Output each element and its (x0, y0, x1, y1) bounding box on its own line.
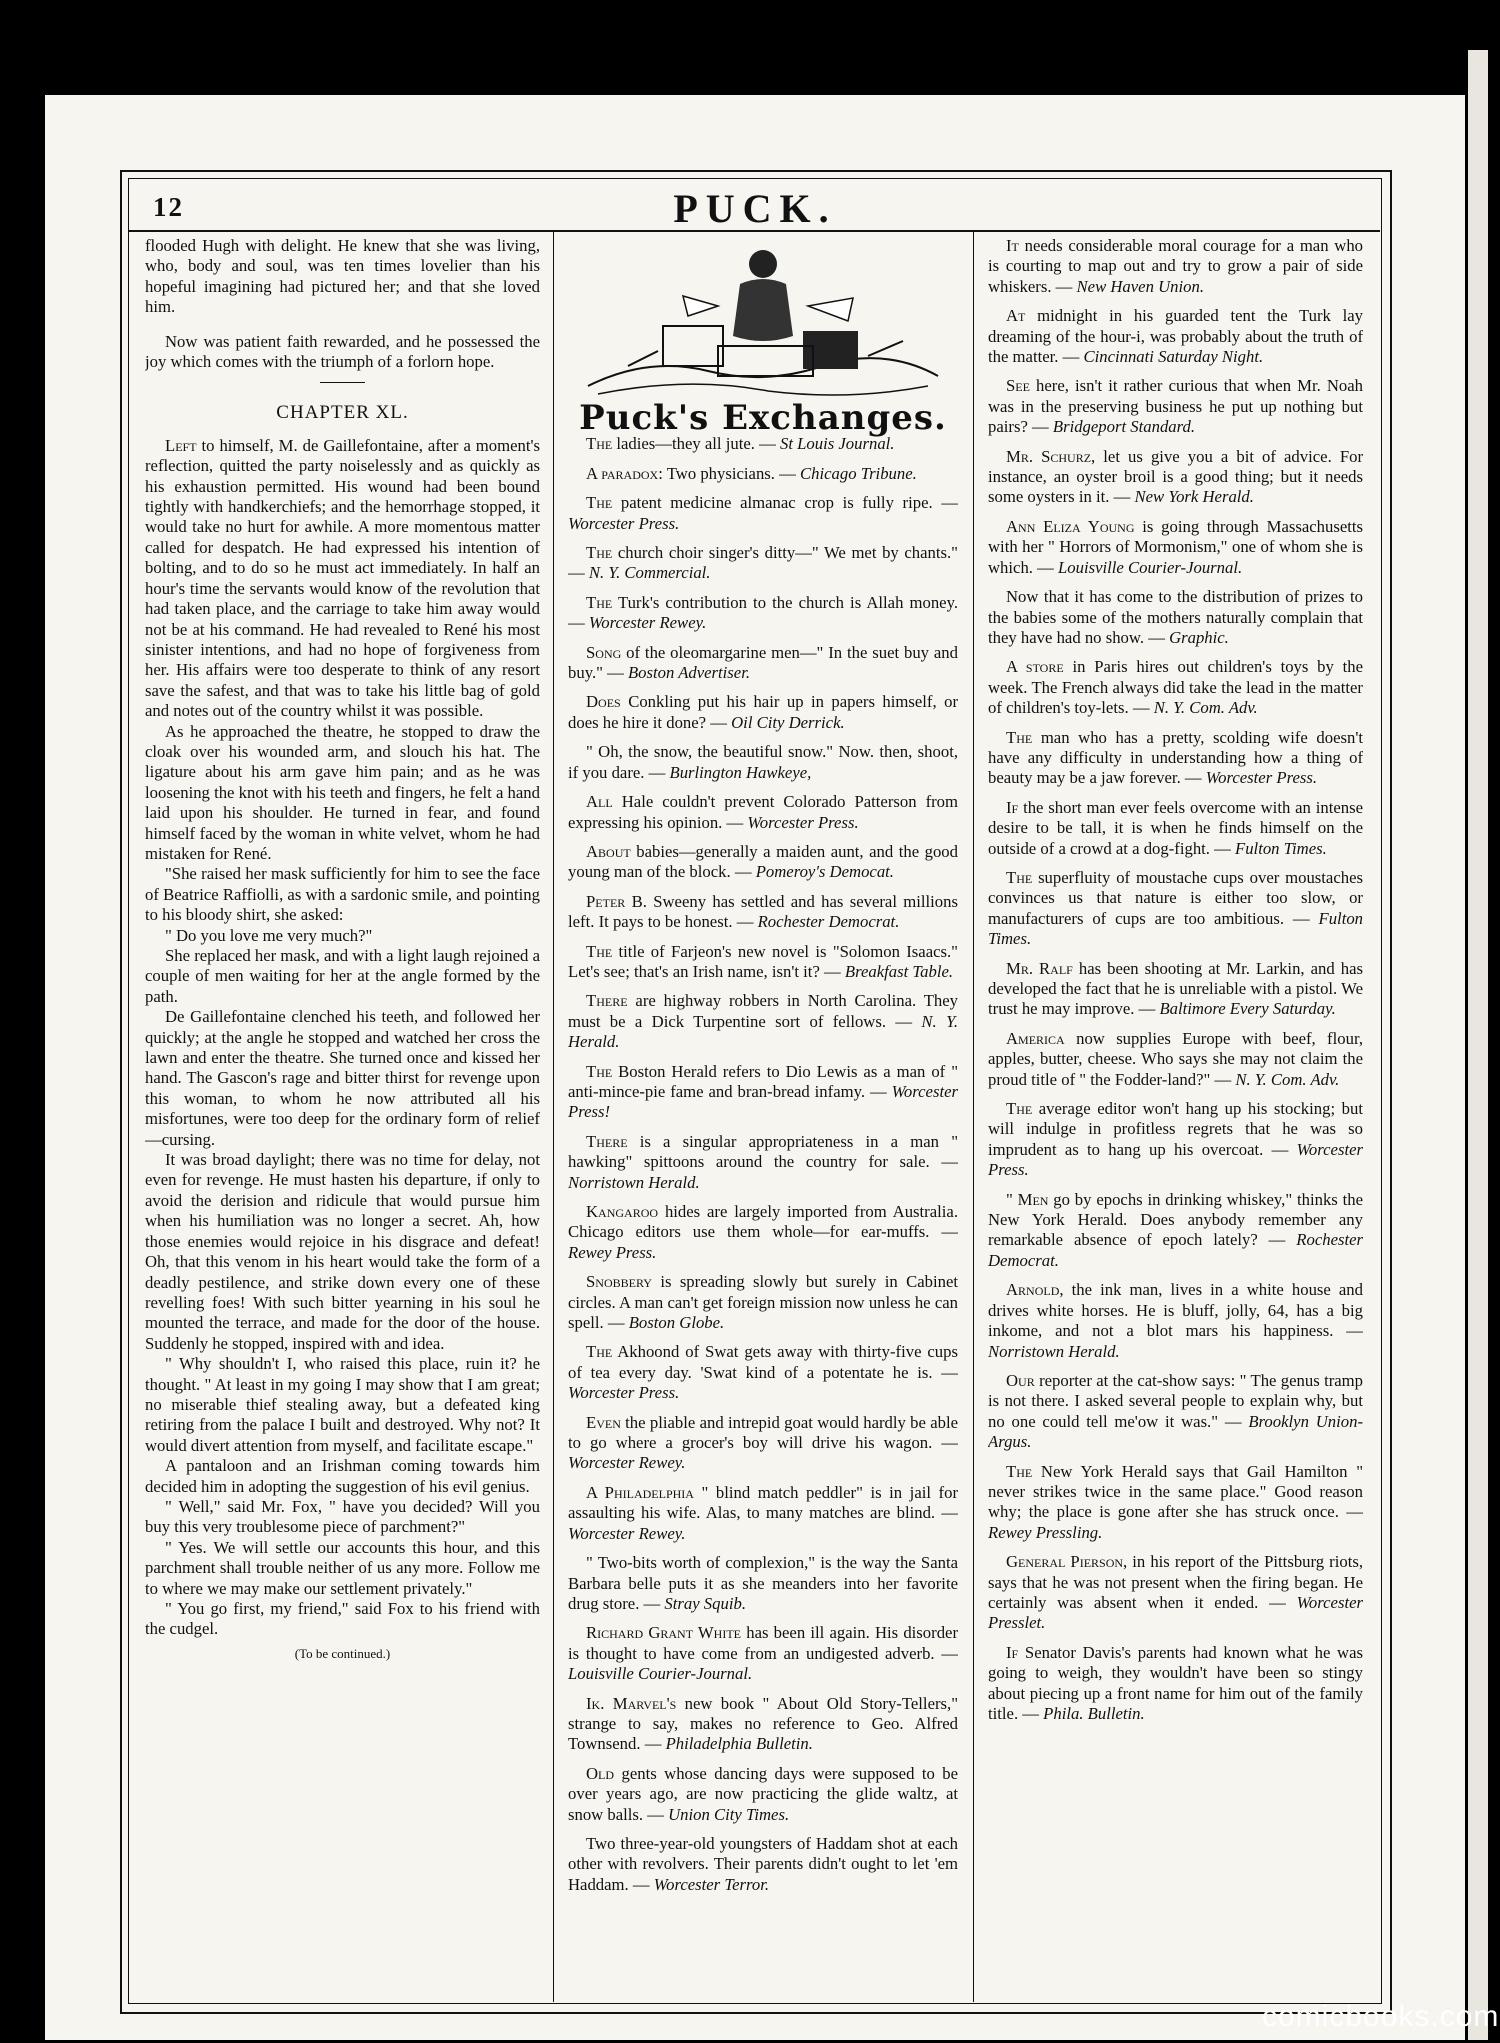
item-source: Louisville Courier-Journal. (1058, 557, 1243, 577)
exchange-item: General Pierson, in his report of the Pittsburg riots, says that he was not present when the firing began. He certainly was absent when it ended. — Worcester Presslet. (988, 1552, 1363, 1633)
item-lead-words: It (1006, 236, 1019, 255)
item-text: new book " About Old Story-Tellers," strange to say, makes no reference to Geo. Alfred Townsend. (568, 1693, 958, 1754)
item-lead-words: About (586, 841, 631, 861)
page (45, 95, 1465, 2040)
item-text: is going through Massachusetts with her " Horrors of Mormonism," one of whom she is which. (988, 516, 1363, 577)
item-source: Norristown Herald. (988, 1341, 1120, 1361)
exchange-item: America now supplies Europe with beef, flour, apples, butter, cheese. Who says she may not claim the proud title of " the Fodder-land?" — N. Y. Com. Adv. (988, 1028, 1363, 1089)
item-source: Fulton Times. (1235, 838, 1327, 858)
item-lead-words: All (586, 792, 613, 812)
exchange-item: " Oh, the snow, the beautiful snow." Now. then, shoot, if you dare. — Burlington Hawkeye, (568, 742, 958, 782)
story-paragraph (145, 864, 540, 925)
item-lead-words: Old (586, 1763, 615, 1783)
exchange-item: A Philadelphia " blind match peddler" is in jail for assaulting his wife. Alas, to many matches are blind. — Worcester Rewey. (568, 1482, 958, 1543)
item-lead-words: Richard Grant White (586, 1623, 742, 1643)
item-source: St Louis Journal. (779, 434, 895, 454)
item-text: Two three-year-old youngsters of Haddam shot at each other with revolvers. Their parents didn't ought to let 'em Haddam. (568, 1833, 958, 1894)
exchange-item: The ladies—they all jute. — St Louis Journal. (586, 434, 895, 454)
item-text: are highway robbers in North Carolina. They must be a Dick Turpentine sort of fellows. (568, 991, 958, 1031)
item-text: has been ill again. His disorder is thought to have come from an undigested adverb. (568, 1623, 958, 1663)
item-lead-words: The (586, 941, 613, 961)
item-lead-words: A Philadelphia (586, 1482, 694, 1502)
item-source: Union City Times. (668, 1804, 790, 1824)
item-source: Louisville Courier-Journal. (568, 1664, 753, 1684)
exchange-item: Snobbery is spreading slowly but surely in Cabinet circles. A man can't get foreign mission now unless he can spell. — Boston Globe. (568, 1272, 958, 1333)
item-lead-words: Ik. Marvel's (586, 1693, 677, 1713)
exchange-item: Ann Eliza Young is going through Massachusetts with her " Horrors of Mormonism," one of whom she is which. — Louisville Courier-Journal. (988, 516, 1363, 577)
story-text: De Gaillefontaine clenched his teeth, and followed her quickly; at the angle he stopped and watched her cross the lawn and enter the theatre. She turned once and kissed her hand. The Gascon's rage and bitter thirst for revenge upon this woman, to whom he now attributed all his misfortunes, were too deep for the ordinary form of relief—cursing. (145, 1007, 540, 1149)
story-text: She replaced her mask, and with a light laugh rejoined a couple of men waiting for her at the angle formed by the path. (145, 946, 540, 1006)
item-lead-words: Does (586, 692, 621, 712)
exchange-item: The average editor won't hang up his stocking; but will indulge in profitless regrets that he was so imprudent as to hang up his overcoat. — Worcester Press. (988, 1099, 1363, 1180)
exchange-item: The patent medicine almanac crop is fully ripe. — Worcester Press. (568, 493, 958, 533)
item-source: Bridgeport Standard. (1052, 417, 1196, 437)
exchange-item: The Boston Herald refers to Dio Lewis as a man of " anti-mince-pie fame and bran-bread infamy. — Worcester Press! (568, 1061, 958, 1122)
item-source: Philadelphia Bulletin. (665, 1734, 813, 1754)
item-text: midnight in his guarded tent the Turk lay dreaming of the hour-i, was probably about the truth of the matter. (988, 306, 1363, 367)
item-text: " Oh, the snow, the beautiful snow." Now. then, shoot, if you dare. (568, 742, 958, 782)
item-source: Worcester Terror. (653, 1874, 770, 1894)
story-text: " Well," said Mr. Fox, " have you decided? Will you buy this very troublesome piece of parchment?" (145, 1496, 540, 1537)
item-source: Worcester Press. (568, 513, 680, 533)
item-lead-words: The (1006, 1461, 1033, 1481)
item-lead-words: The (586, 592, 613, 612)
exchanges-list-2 (988, 236, 1363, 1724)
item-lead-words: There (586, 991, 628, 1011)
item-text: patent medicine almanac crop is fully ripe. (620, 493, 933, 513)
header-rule (128, 230, 1380, 232)
exchange-item: See here, isn't it rather curious that when Mr. Noah was in the preserving business he put up nothing but pairs? — Bridgeport Standard. (988, 376, 1363, 437)
item-source: New Haven Union. (1076, 276, 1204, 296)
story-text: " Yes. We will settle our accounts this hour, and this parchment shall trouble neither of us any more. Follow me to where we may make our settlement privately." (145, 1537, 540, 1598)
item-source: Brooklyn Union-Argus. (988, 1411, 1363, 1452)
exchange-item: Mr. Schurz, let us give you a bit of advice. For instance, an oyster broil is a good thing; but it needs some oysters in it. — New York Herald. (988, 446, 1363, 507)
item-lead-words: General Pierson, (1006, 1552, 1128, 1572)
item-source: N. Y. Commercial. (588, 563, 711, 583)
exchange-item: " Men go by epochs in drinking whiskey," thinks the New York Herald. Does anybody remember any remarkable absence of epoch lately? — Rochester Democrat. (988, 1189, 1363, 1270)
exchange-item: About babies—generally a maiden aunt, and the good young man of the block. — Pomeroy's Democat. (568, 841, 958, 882)
exchange-item: The Akhoond of Swat gets away with thirty-five cups of tea every day. 'Swat kind of a potentate he is. — Worcester Press. (568, 1342, 958, 1403)
item-source: Worcester Rewey. (568, 1523, 686, 1543)
item-lead-words: Mr. Schurz, (1006, 446, 1096, 466)
continued-note: (To be continued.) (294, 1645, 391, 1661)
exchange-item: At midnight in his guarded tent the Turk lay dreaming of the hour-i, was probably about the truth of the matter. — Cincinnati Saturday Night. (988, 306, 1363, 367)
item-source: N. Y. Com. Adv. (1153, 698, 1258, 718)
item-source: Boston Advertiser. (627, 663, 751, 683)
item-text: " Two-bits worth of complexion," is the way the Santa Barbara belle puts it as she meanders into her favorite drug store. (568, 1553, 958, 1613)
story-text: It was broad daylight; there was no time for delay, not even for revenge. He must hasten his departure, if only to avoid the derision and ridicule that would pursue him when his humiliation was no longer a secret. Ah, how those enemies would rejoice in his disgrace and defeat! Oh, that this venom in his heart would take the form of a deadly pestilence, and strike down every one of these revelling foes! With such bitter yearning in his soul he mounted the terrace, and made for the door of the house. Suddenly he stopped, inspired with and idea. (145, 1150, 540, 1353)
item-lead-words: The (1006, 727, 1033, 747)
exchange-item: Arnold, the ink man, lives in a white house and drives white horses. He is bluff, jolly, 64, has a big inkome, and not a blot mars his happiness. — Norristown Herald. (988, 1280, 1363, 1361)
item-text: average editor won't hang up his stocking; but will indulge in profitless regrets that he was so imprudent as to hang up his overcoat. (988, 1099, 1363, 1159)
item-text: Senator Davis's parents had known what he was going to weigh, they wouldn't have been so stingy about piecing up a front name for him out of the family title. (988, 1642, 1363, 1723)
chapter-heading: CHAPTER XL. (276, 402, 409, 424)
item-source: Boston Globe. (628, 1313, 725, 1333)
item-lead-words: Snobbery (586, 1272, 652, 1292)
item-text: is a singular appropriateness in a man " hawking" spittoons around the country for sale. (568, 1131, 958, 1172)
item-text: Boston Herald refers to Dio Lewis as a man of " anti-mince-pie fame and bran-bread infamy. (568, 1061, 958, 1101)
item-source: Chicago Tribune. (799, 463, 917, 483)
item-text: Conkling put his hair up in papers himself, or does he hire it done? (568, 692, 958, 732)
exchange-item: Kangaroo hides are largely imported from Australia. Chicago editors use them whole—for ear-muffs. — Rewey Press. (568, 1202, 958, 1262)
item-text: go by epochs in drinking whiskey," thinks the New York Herald. Does anybody remember any remarkable absence of epoch lately? (988, 1189, 1363, 1250)
item-text: the ink man, lives in a white house and drives white horses. He is bluff, jolly, 64, has a big inkome, and not a blot mars his happiness. (988, 1280, 1363, 1341)
item-lead-words: America (1006, 1028, 1065, 1048)
story-text: " Do you love me very much?" (165, 925, 373, 945)
masthead-title: PUCK. (673, 186, 837, 231)
exchange-item: There are highway robbers in North Carolina. They must be a Dick Turpentine sort of fellows. — N. Y. Herald. (568, 991, 958, 1052)
story-text: " Why shouldn't I, who raised this place, ruin it? he thought. " At least in my going I may show that I am great; no miserable thief stealing away, but a defeated king retiring from the palace I built and destroyed. Why not? It would divert attention from myself, and facilitate escape." (145, 1354, 540, 1455)
exchange-item: Even the pliable and intrepid goat would hardly be able to go where a grocer's boy will drive his wagon. — Worcester Rewey. (568, 1412, 958, 1473)
exchange-item: Ik. Marvel's new book " About Old Story-Tellers," strange to say, makes no reference to Geo. Alfred Townsend. — Philadelphia Bulletin. (568, 1693, 958, 1754)
item-text: babies—generally a maiden aunt, and the good young man of the block. (568, 841, 958, 882)
story-paragraph (145, 1599, 540, 1640)
item-lead-words: A paradox: (586, 463, 663, 483)
exchange-item: Two three-year-old youngsters of Haddam shot at each other with revolvers. Their parents didn't ought to let 'em Haddam. — Worcester Terror. (568, 1833, 958, 1894)
item-text: has been shooting at Mr. Larkin, and has developed the fact that he is unreliable with a pistol. We trust he may improve. (988, 958, 1363, 1019)
item-text: hides are largely imported from Australia. Chicago editors use them whole—for ear-muffs. (568, 1202, 958, 1242)
column-exchanges (568, 236, 958, 1986)
exchange-item: There is a singular appropriateness in a man " hawking" spittoons around the country for sale. — Norristown Herald. (568, 1131, 958, 1192)
adjacent-page-edge (1468, 50, 1488, 2040)
item-source: Worcester Press. (747, 812, 859, 832)
story-paragraph (145, 722, 540, 865)
exchange-item: If the short man ever feels overcome with an intense desire to be tall, it is when he finds himself on the outside of a crowd at a dog-fight. — Fulton Times. (988, 797, 1363, 858)
exchange-item: A store in Paris hires out children's toys by the week. The French always did take the lead in the matter of children's toy-lets. — N. Y. Com. Adv. (988, 657, 1363, 718)
item-text: the short man ever feels overcome with an intense desire to be tall, it is when he finds himself on the outside of a crowd at a dog-fight. (988, 797, 1363, 858)
story-paragraph (145, 1456, 540, 1497)
item-lead-words: The (586, 434, 613, 454)
exchange-item: Old gents whose dancing days were supposed to be over years ago, are now practicing the glide waltz, at snow balls. — Union City Times. (568, 1763, 958, 1824)
item-text: is spreading slowly but surely in Cabinet circles. A man can't get foreign mission now unless he can spell. (568, 1272, 958, 1333)
item-lead-words: The (586, 543, 613, 563)
item-source: Worcester Presslet. (988, 1592, 1363, 1633)
exchange-item: Our reporter at the cat-show says: " The genus tramp is not there. I asked several people to explain why, but no one could tell me'ow it was." — Brooklyn Union-Argus. (988, 1370, 1363, 1452)
item-lead-words: The (586, 1342, 613, 1362)
item-text: Hale couldn't prevent Colorado Patterson from expressing his opinion. (568, 792, 958, 832)
item-source: Worcester Rewey. (568, 1453, 686, 1473)
item-source: Fulton Times. (988, 908, 1363, 949)
item-text: let us give you a bit of advice. For instance, an oyster broil is a good thing; but it needs some oysters in it. (988, 446, 1363, 507)
story-lead-word: Left (165, 435, 197, 455)
exchange-item: All Hale couldn't prevent Colorado Patterson from expressing his opinion. — Worcester Press. (568, 792, 958, 832)
story-paragraph (145, 946, 540, 1007)
exchange-item: The superfluity of moustache cups over moustaches convinces us that nature is either too slow, or manufacturers of cups are too ambitious. — Fulton Times. (988, 867, 1363, 949)
item-text: " blind match peddler" is in jail for assaulting his wife. Alas, to many matches are blind. (568, 1482, 958, 1523)
item-lead-words: If (1006, 797, 1019, 817)
item-source: Pomeroy's Democat. (755, 862, 894, 882)
story-paragraph (145, 436, 540, 722)
item-source: Phila. Bulletin. (1043, 1704, 1145, 1723)
item-source: N. Y. Com. Adv. (1235, 1069, 1340, 1089)
item-text: reporter at the cat-show says: " The genus tramp is not there. I asked several people to explain why, but no one could tell me'ow it was." (988, 1370, 1363, 1431)
story-paragraph: Now was patient faith rewarded, and he possessed the joy which comes with the triumph of a forlorn hope. (145, 331, 540, 372)
item-lead-words: The (1006, 867, 1033, 887)
item-text: New York Herald says that Gail Hamilton " never strikes twice in the same place." Good reason why; the place is gone after she has struck once. (988, 1461, 1363, 1522)
story-paragraph (145, 1007, 540, 1150)
item-text: gents whose dancing days were supposed to be over years ago, are now practicing the glide waltz, at snow balls. (568, 1763, 958, 1824)
item-source: Worcester Rewey. (588, 613, 707, 633)
item-source: Norristown Herald. (568, 1172, 700, 1192)
item-text: Two physicians. (666, 463, 775, 483)
item-source: Rewey Pressling. (988, 1522, 1103, 1542)
item-lead-words: There (586, 1131, 628, 1151)
item-text: B. Sweeny has settled and has several millions left. It pays to be honest. (568, 891, 958, 932)
exchange-item: The Turk's contribution to the church is Allah money. — Worcester Rewey. (568, 592, 958, 633)
item-lead-words: " Men (1006, 1189, 1049, 1209)
exchange-item: Song of the oleomargarine men—" In the suet buy and buy." — Boston Advertiser. (568, 642, 958, 683)
exchange-item: " Two-bits worth of complexion," is the way the Santa Barbara belle puts it as she meanders into her favorite drug store. — Stray Squib. (568, 1553, 958, 1613)
item-lead-words: Mr. Ralf (1006, 958, 1073, 978)
exchange-item: Mr. Ralf has been shooting at Mr. Larkin, and has developed the fact that he is unreliable with a pistol. We trust he may improve. — Baltimore Every Saturday. (988, 958, 1363, 1019)
story-text: "She raised her mask sufficiently for him to see the face of Beatrice Raffiolli, as with a sardonic smile, and pointing to his bloody shirt, she asked: (145, 864, 540, 925)
story-paragraph (145, 1538, 540, 1599)
section-rule (320, 382, 365, 383)
exchange-item: The church choir singer's ditty—" We met by chants." — N. Y. Commercial. (568, 543, 958, 583)
item-text: man who has a pretty, scolding wife doesn't have any difficulty in understanding how a thing of beauty may be a jaw forever. (988, 727, 1363, 788)
item-source: Rewey Press. (568, 1242, 657, 1262)
item-lead-words: If (1006, 1642, 1019, 1662)
item-source: Burlington Hawkeye, (669, 762, 812, 782)
item-lead-words: See (1006, 376, 1030, 396)
item-text: church choir singer's ditty—" We met by chants." (617, 543, 958, 563)
item-source: Worcester Press! (568, 1081, 958, 1122)
vignette-svg (568, 236, 958, 404)
story-text: to himself, M. de Gaillefontaine, after a moment's reflection, quitted the party noiselessly and as quickly as his exhaustion permitted. His wound had been bound tightly with handkerchiefs; and the hemorrhage stopped, it would take no hurt for awhile. A more momentous matter called for despatch. He had expressed his intention of bolting, and to do so he must act immediately. In half an hour's time the servants would know of the revolution that had taken place, and the carriage to take him away would not be at his command. He had revealed to René his most sinister intentions, and had no hope of forgiveness from her. His affairs were too desperate to think of any resort save the safest, and that was to take his little bag of gold and notes out of the country whilst it was possible. (145, 435, 540, 721)
story-paragraph (145, 926, 540, 946)
column-rule-2 (973, 230, 974, 2002)
exchanges-heading: Puck's Exchanges. (579, 398, 947, 438)
exchange-item: Now that it has come to the distribution of prizes to the babies some of the mothers naturally complain that they have had no show. — Graphic. (988, 587, 1363, 647)
exchanges-vignette-illustration (568, 236, 958, 404)
story-body (145, 436, 540, 1640)
item-text: the pliable and intrepid goat would hardly be able to go where a grocer's boy will drive his wagon. (568, 1412, 958, 1453)
item-source: Worcester Press. (988, 1139, 1363, 1180)
exchange-item: Richard Grant White has been ill again. His disorder is thought to have come from an undigested adverb. — Louisville Courier-Journal. (568, 1623, 958, 1684)
exchange-item: If Senator Davis's parents had known what he was going to weigh, they wouldn't have been so stingy about piecing up a front name for him out of the family title. — Phila. Bulletin. (988, 1642, 1363, 1723)
item-lead-words: Even (586, 1412, 621, 1432)
item-lead-words: At (1006, 306, 1026, 326)
column-rule-1 (553, 230, 554, 2002)
exchange-item: Peter B. Sweeny has settled and has several millions left. It pays to be honest. — Rochester Democrat. (568, 891, 958, 932)
item-text: of the oleomargarine men—" In the suet buy and buy." (568, 642, 958, 683)
story-paragraph (145, 1150, 540, 1354)
item-text: superfluity of moustache cups over moustaches convinces us that nature is either too slow, or manufacturers of cups are too ambitious. (988, 867, 1363, 928)
item-lead-words: Peter (586, 891, 626, 911)
story-paragraph (145, 1354, 540, 1456)
exchange-item: Does Conkling put his hair up in papers himself, or does he hire it done? — Oil City Derrick. (568, 692, 958, 732)
exchange-item: The man who has a pretty, scolding wife doesn't have any difficulty in understanding how a thing of beauty may be a jaw forever. — Worcester Press. (988, 727, 1363, 788)
story-paragraph: flooded Hugh with delight. He knew that she was living, who, body and soul, was ten times lovelier than his hopeful imagining had pictured her; and that she loved him. (145, 236, 540, 317)
item-text: needs considerable moral courage for a man who is courting to map out and try to grow a pair of side whiskers. (988, 236, 1363, 296)
item-lead-words: Our (1006, 1370, 1035, 1390)
item-source: Graphic. (1169, 627, 1229, 647)
item-source: Worcester Press. (1205, 768, 1318, 788)
item-lead-words: The (586, 1061, 613, 1081)
page-number: 12 (153, 192, 184, 222)
exchange-item: The title of Farjeon's new novel is "Solomon Isaacs." Let's see; that's an Irish name, isn't it? — Breakfast Table. (568, 941, 958, 981)
item-lead-words: A store (1006, 657, 1064, 677)
story-text: A pantaloon and an Irishman coming towards him decided him in adopting the suggestion of his evil genius. (145, 1456, 540, 1496)
item-source: Worcester Press. (568, 1383, 680, 1403)
story-paragraph (145, 1497, 540, 1538)
item-lead-words: Arnold, (1006, 1280, 1064, 1300)
column-serial-story (145, 236, 540, 1986)
item-text: now supplies Europe with beef, flour, apples, butter, cheese. Who says she may not claim the proud title of " the Fodder-land?" (988, 1028, 1363, 1089)
item-source: Rochester Democrat. (757, 912, 900, 932)
item-lead-words: Ann Eliza Young (1006, 516, 1135, 536)
story-text: " You go first, my friend," said Fox to his friend with the cudgel. (145, 1599, 540, 1639)
item-lead-words: Kangaroo (586, 1202, 659, 1221)
item-lead-words: Song (586, 642, 622, 662)
item-text: title of Farjeon's new novel is "Solomon Isaacs." Let's see; that's an Irish name, isn't it? (568, 941, 958, 981)
item-text: ladies—they all jute. (616, 434, 755, 454)
item-lead-words: The (586, 493, 613, 513)
item-text: here, isn't it rather curious that when Mr. Noah was in the preserving business he put up nothing but pairs? (988, 376, 1363, 437)
story-text: As he approached the theatre, he stopped to draw the cloak over his wounded arm, and slouch his hat. The ligature about his arm gave him pain; and as he was loosening the knot with his teeth and fingers, he felt a hand laid upon his shoulder. He turned in fear, and found himself faced by the woman in white velvet, whom he had mistaken for René. (145, 721, 540, 863)
column-exchanges-continued (988, 236, 1363, 1986)
item-text: Turk's contribution to the church is Allah money. (617, 592, 958, 612)
item-source: N. Y. Herald. (568, 1011, 958, 1052)
item-source: New York Herald. (1134, 487, 1254, 507)
item-text: Now that it has come to the distribution of prizes to the babies some of the mothers naturally complain that they have had no show. (988, 587, 1363, 647)
item-source: Rochester Democrat. (988, 1230, 1363, 1270)
item-source: Oil City Derrick. (731, 712, 845, 732)
item-lead-words: The (1006, 1099, 1033, 1119)
item-source: Baltimore Every Saturday. (1159, 999, 1336, 1019)
item-text: Akhoond of Swat gets away with thirty-five cups of tea every day. 'Swat kind of a potentate he is. (568, 1342, 958, 1382)
item-source: Breakfast Table. (844, 961, 954, 981)
exchange-item: The New York Herald says that Gail Hamilton " never strikes twice in the same place." Good reason why; the place is gone after she has struck once. — Rewey Pressling. (988, 1461, 1363, 1542)
exchange-item: It needs considerable moral courage for a man who is courting to map out and try to grow a pair of side whiskers. — New Haven Union. (988, 236, 1363, 296)
item-text: in Paris hires out children's toys by the week. The French always did take the lead in the matter of children's toy-lets. (988, 657, 1363, 718)
item-text: in his report of the Pittsburg riots, says that he was not present when the firing began. He certainly was absent when it ended. (988, 1552, 1363, 1612)
watermark: comicbooks.com (1262, 2000, 1500, 2033)
exchange-item: A paradox: Two physicians. — Chicago Tribune. (586, 463, 917, 483)
exchanges-list (568, 434, 958, 1895)
item-source: Cincinnati Saturday Night. (1083, 347, 1264, 367)
item-source: Stray Squib. (664, 1593, 746, 1613)
